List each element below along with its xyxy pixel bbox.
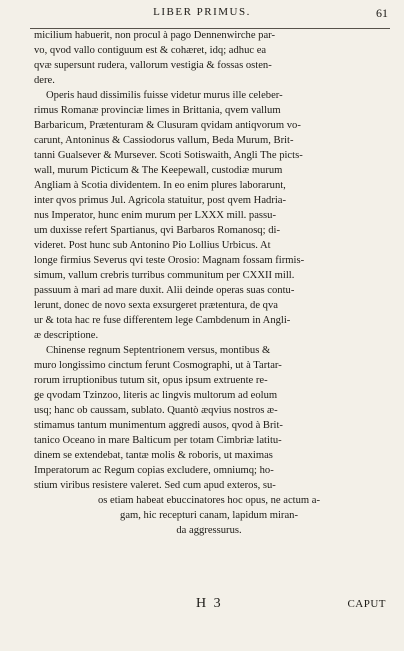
text-line: rorum irruptionibus tutum sit, opus ipsum extruente re- (34, 375, 268, 386)
text-line: Barbaricum, Prætenturam & Clusuram qvidam antiqvorum vo- (34, 120, 301, 131)
text-line: wall, murum Picticum & The Keepewall, custodiæ murum (34, 165, 283, 176)
text-line: dere. (34, 75, 55, 86)
text-line: um duxisse refert Spartianus, qvi Barbaros Romanosq; di- (34, 225, 280, 236)
body-text (34, 28, 384, 538)
text-line: simum, vallum crebris turribus communitum per CXXII mill. (34, 270, 295, 281)
text-line: qvæ supersunt rudera, vallorum vestigia & fossas osten- (34, 60, 272, 71)
text-line: stium viribus resistere valeret. Sed cum apud exteros, su- (34, 480, 276, 491)
text-line: Imperatorum ac Regum copias excludere, omniumq; ho- (34, 465, 274, 476)
text-line: micilium habuerit, non procul à pago Dennenwirche par- (34, 30, 276, 41)
running-title: LIBER PRIMUS. (153, 6, 251, 18)
text-line: Angliam à Scotia dividentem. In eo enim plures laborarunt, (34, 180, 286, 191)
text-line: inter qvos primus Jul. Agricola statuitur, post qvem Hadria- (34, 195, 287, 206)
text-line: ur & tota hac re fuse differentem lege Cambdenum in Angli- (34, 315, 291, 326)
page-number: 61 (376, 6, 388, 20)
text-line: tanico Oceano in mare Balticum per totam Cimbriæ latitu- (34, 435, 282, 446)
text-line: tanni Gualsever & Mursever. Scoti Sotiswaith, Angli The picts- (34, 150, 303, 161)
text-line: dinem se extendebat, tantæ molis & roboris, ut maximas (34, 450, 273, 461)
page-footer (0, 596, 404, 618)
text-line: usq; hanc ob caussam, sublato. Quantò æqvius nostros æ- (34, 405, 278, 416)
text-line: nus Imperator, hunc enim murum per LXXX mill. passu- (34, 210, 277, 221)
text-line: rimus Romanæ provinciæ limes in Brittania, qvem vallum (34, 105, 281, 116)
paragraph-start-line: Operis haud dissimilis fuisse videtur murus ille celeber- (46, 90, 283, 101)
catchword: CAPUT (347, 598, 386, 610)
text-line: videret. Post hunc sub Antonino Pio Lollius Urbicus. At (34, 240, 271, 251)
text-line: da aggressurus. (176, 525, 242, 536)
text-line: gam, hic recepturi canam, lapidum miran- (120, 510, 298, 521)
paragraph-start-line: Chinense regnum Septentrionem versus, montibus & (46, 345, 271, 356)
text-line: vo, qvod vallo contiguum est & cohæret, idq; adhuc ea (34, 45, 267, 56)
signature-mark: H 3 (196, 596, 223, 611)
text-line: æ descriptione. (34, 330, 99, 341)
text-line: longe firmius Severus qvi teste Orosio: Magnam fossam firmis- (34, 255, 305, 266)
text-line: stimamus tantum munimentum aggredi ausos, qvod à Brit- (34, 420, 283, 431)
text-line: passuum à mari ad mare duxit. Alii deinde operas suas contu- (34, 285, 295, 296)
text-line: os etiam habeat ebuccinatores hoc opus, ne actum a- (97, 495, 321, 506)
text-line: muro longissimo cinctum ferunt Cosmographi, ut à Tartar- (34, 360, 282, 371)
running-head (0, 6, 404, 26)
text-line: lerunt, donec de novo sexta exsurgeret prætentura, de qva (34, 300, 278, 311)
text-line: carunt, Antoninus & Cassiodorus vallum, Beda Murum, Brit- (34, 135, 294, 146)
text-line: ge qvodam Tzinzoo, literis ac lingvis multorum ad eolum (34, 390, 278, 401)
